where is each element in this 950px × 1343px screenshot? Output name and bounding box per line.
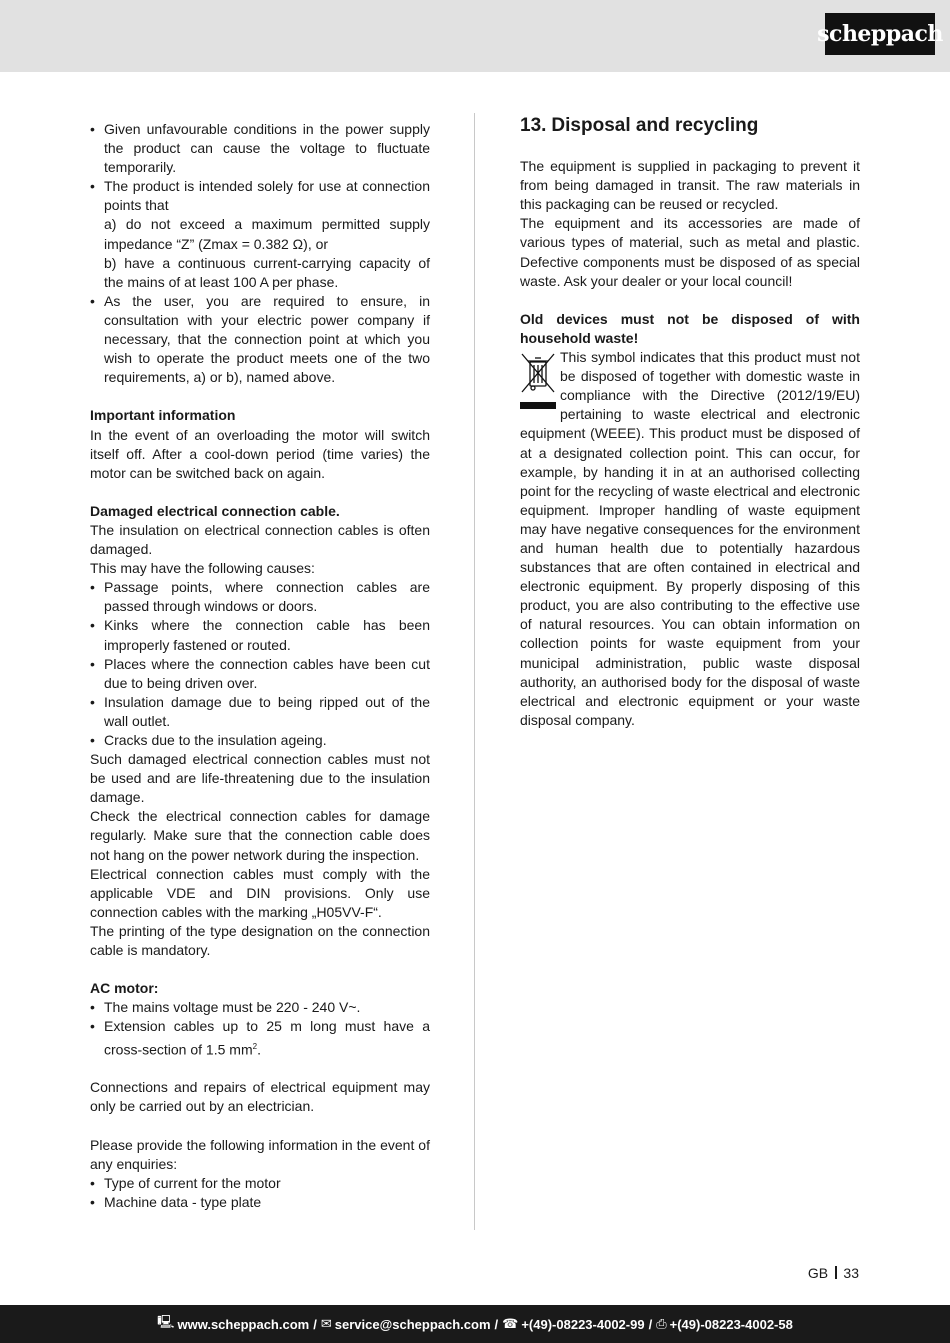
section-title-text: Disposal and recycling (551, 115, 759, 136)
list-item (90, 1017, 430, 1059)
section-title (520, 116, 860, 135)
section-number: 13. (520, 115, 547, 136)
list-item: • Given unfavourable conditions in the power supply the product can cause the voltage to fluctuate temporarily. (90, 120, 430, 177)
scheppach-logo: scheppach (825, 13, 935, 55)
important-text: In the event of an overloading the motor will switch itself off. After a cool-down period (time varies) the motor can be switched back on again. (90, 426, 430, 481)
list-item: • Places where the connection cables have been cut due to being driven over. (90, 655, 430, 693)
fax-number: +(49)-08223-4002-58 (669, 1316, 793, 1332)
page-number-value: 33 (843, 1265, 859, 1281)
list-item: • Kinks where the connection cable has been improperly fastened or routed. (90, 616, 430, 654)
important-heading: Important information (90, 407, 236, 424)
list-item: • As the user, you are required to ensure, in consultation with your electric power company if necessary, that the connection point at which you wish to operate the product meets one of the two requirements, a) or b), named above. (90, 292, 430, 387)
paragraph: The insulation on electrical connection cables is often damaged. (90, 521, 430, 558)
phone-number: +(49)-08223-4002-99 (521, 1316, 645, 1332)
ac-motor-list (90, 998, 430, 1059)
page-footer: 🖳 www.scheppach.com / ✉ service@scheppach.com / ☎ +(49)-08223-4002-99 / ⎙ +(49)-08223-4002-58 (0, 1305, 950, 1343)
condition-a: a) do not exceed a maximum permitted supply impedance “Z” (Zmax = 0.382 Ω), or (104, 216, 430, 252)
causes-list (90, 578, 430, 750)
email-icon: ✉ (320, 1316, 332, 1331)
enquiry-text: Please provide the following information in the event of any enquiries: (90, 1136, 430, 1172)
paragraph: This may have the following causes: (90, 560, 315, 577)
paragraph: Check the electrical connection cables for damage regularly. Make sure that the connection cable does not hang on the power network during the inspection. (90, 808, 430, 863)
enquiry-list (90, 1174, 430, 1212)
page-header (0, 0, 950, 72)
repair-text: Connections and repairs of electrical equipment may only be carried out by an electrician. (90, 1079, 430, 1115)
page-number (808, 1265, 859, 1281)
right-column (520, 116, 860, 730)
crossed-bin-icon (520, 352, 556, 410)
computer-icon: 🖳 (157, 1314, 175, 1329)
damaged-cable-heading: Damaged electrical connection cable. (90, 502, 340, 519)
list-item-text: Extension cables up to 25 m long must have a cross-section of 1.5 mm (104, 1018, 430, 1058)
weee-block (520, 348, 860, 730)
condition-b: b) have a continuous current-carrying capacity of the mains of at least 100 A per phase. (104, 254, 430, 290)
paragraph: The equipment is supplied in packaging to prevent it from being damaged in transit. The raw materials in this packaging can be reused or recycled. (520, 158, 860, 213)
list-item: • Type of current for the motor (90, 1174, 430, 1193)
fax-icon: ⎙ (656, 1316, 667, 1331)
power-supply-list (90, 120, 430, 387)
page-language: GB (807, 1265, 829, 1281)
paragraph: Electrical connection cables must comply with the applicable VDE and DIN provisions. Only use connection cables with the marking „H05VV-F“. (90, 865, 430, 920)
list-item (90, 177, 430, 292)
website-link[interactable]: www.scheppach.com (177, 1316, 310, 1332)
superscript: 2 (252, 1041, 258, 1051)
list-item: • Insulation damage due to being ripped out of the wall outlet. (90, 693, 430, 731)
weee-text: This symbol indicates that this product must not be disposed of together with domestic waste in compliance with the Directive (2012/19/EU) pertaining to waste electrical and electronic equipment (WEEE). This product must be disposed of at a designated collection point. This can occur, for example, by handing it in at an authorised collecting point for the recycling of waste electrical and electronic equipment. Improper handling of waste equipment may have negative consequences for the environment and human health due to potentially hazardous substances that are often contained in electrical and electronic equipment. By properly disposing of this product, you are also contributing to the effective use of natural resources. You can obtain information on collection points for waste equipment from your municipal administration, public waste disposal authority, an authorised body for the disposal of waste electrical and electronic equipment or your waste disposal company. (520, 349, 860, 728)
left-column (90, 120, 430, 1212)
column-divider (474, 113, 475, 1230)
list-item: • Passage points, where connection cables are passed through windows or doors. (90, 578, 430, 616)
list-item: • The mains voltage must be 220 - 240 V~. (90, 998, 430, 1017)
list-item-text: The product is intended solely for use at connection points that (104, 178, 430, 214)
list-item: • Cracks due to the insulation ageing. (90, 731, 430, 750)
ac-motor-heading: AC motor: (90, 980, 159, 997)
list-item: • Machine data - type plate (90, 1193, 430, 1212)
paragraph: The equipment and its accessories are made of various types of material, such as metal and plastic. Defective components must be disposed of as special waste. Ask your dealer or your local council! (520, 215, 860, 289)
paragraph: The printing of the type designation on the connection cable is mandatory. (90, 922, 430, 959)
phone-icon: ☎ (502, 1316, 519, 1331)
list-item-end: . (257, 1041, 261, 1058)
email-link[interactable]: service@scheppach.com (334, 1316, 491, 1332)
paragraph: Such damaged electrical connection cables must not be used and are life-threatening due to the insulation damage. (90, 751, 430, 806)
old-devices-heading: Old devices must not be disposed of with household waste! (520, 310, 860, 346)
